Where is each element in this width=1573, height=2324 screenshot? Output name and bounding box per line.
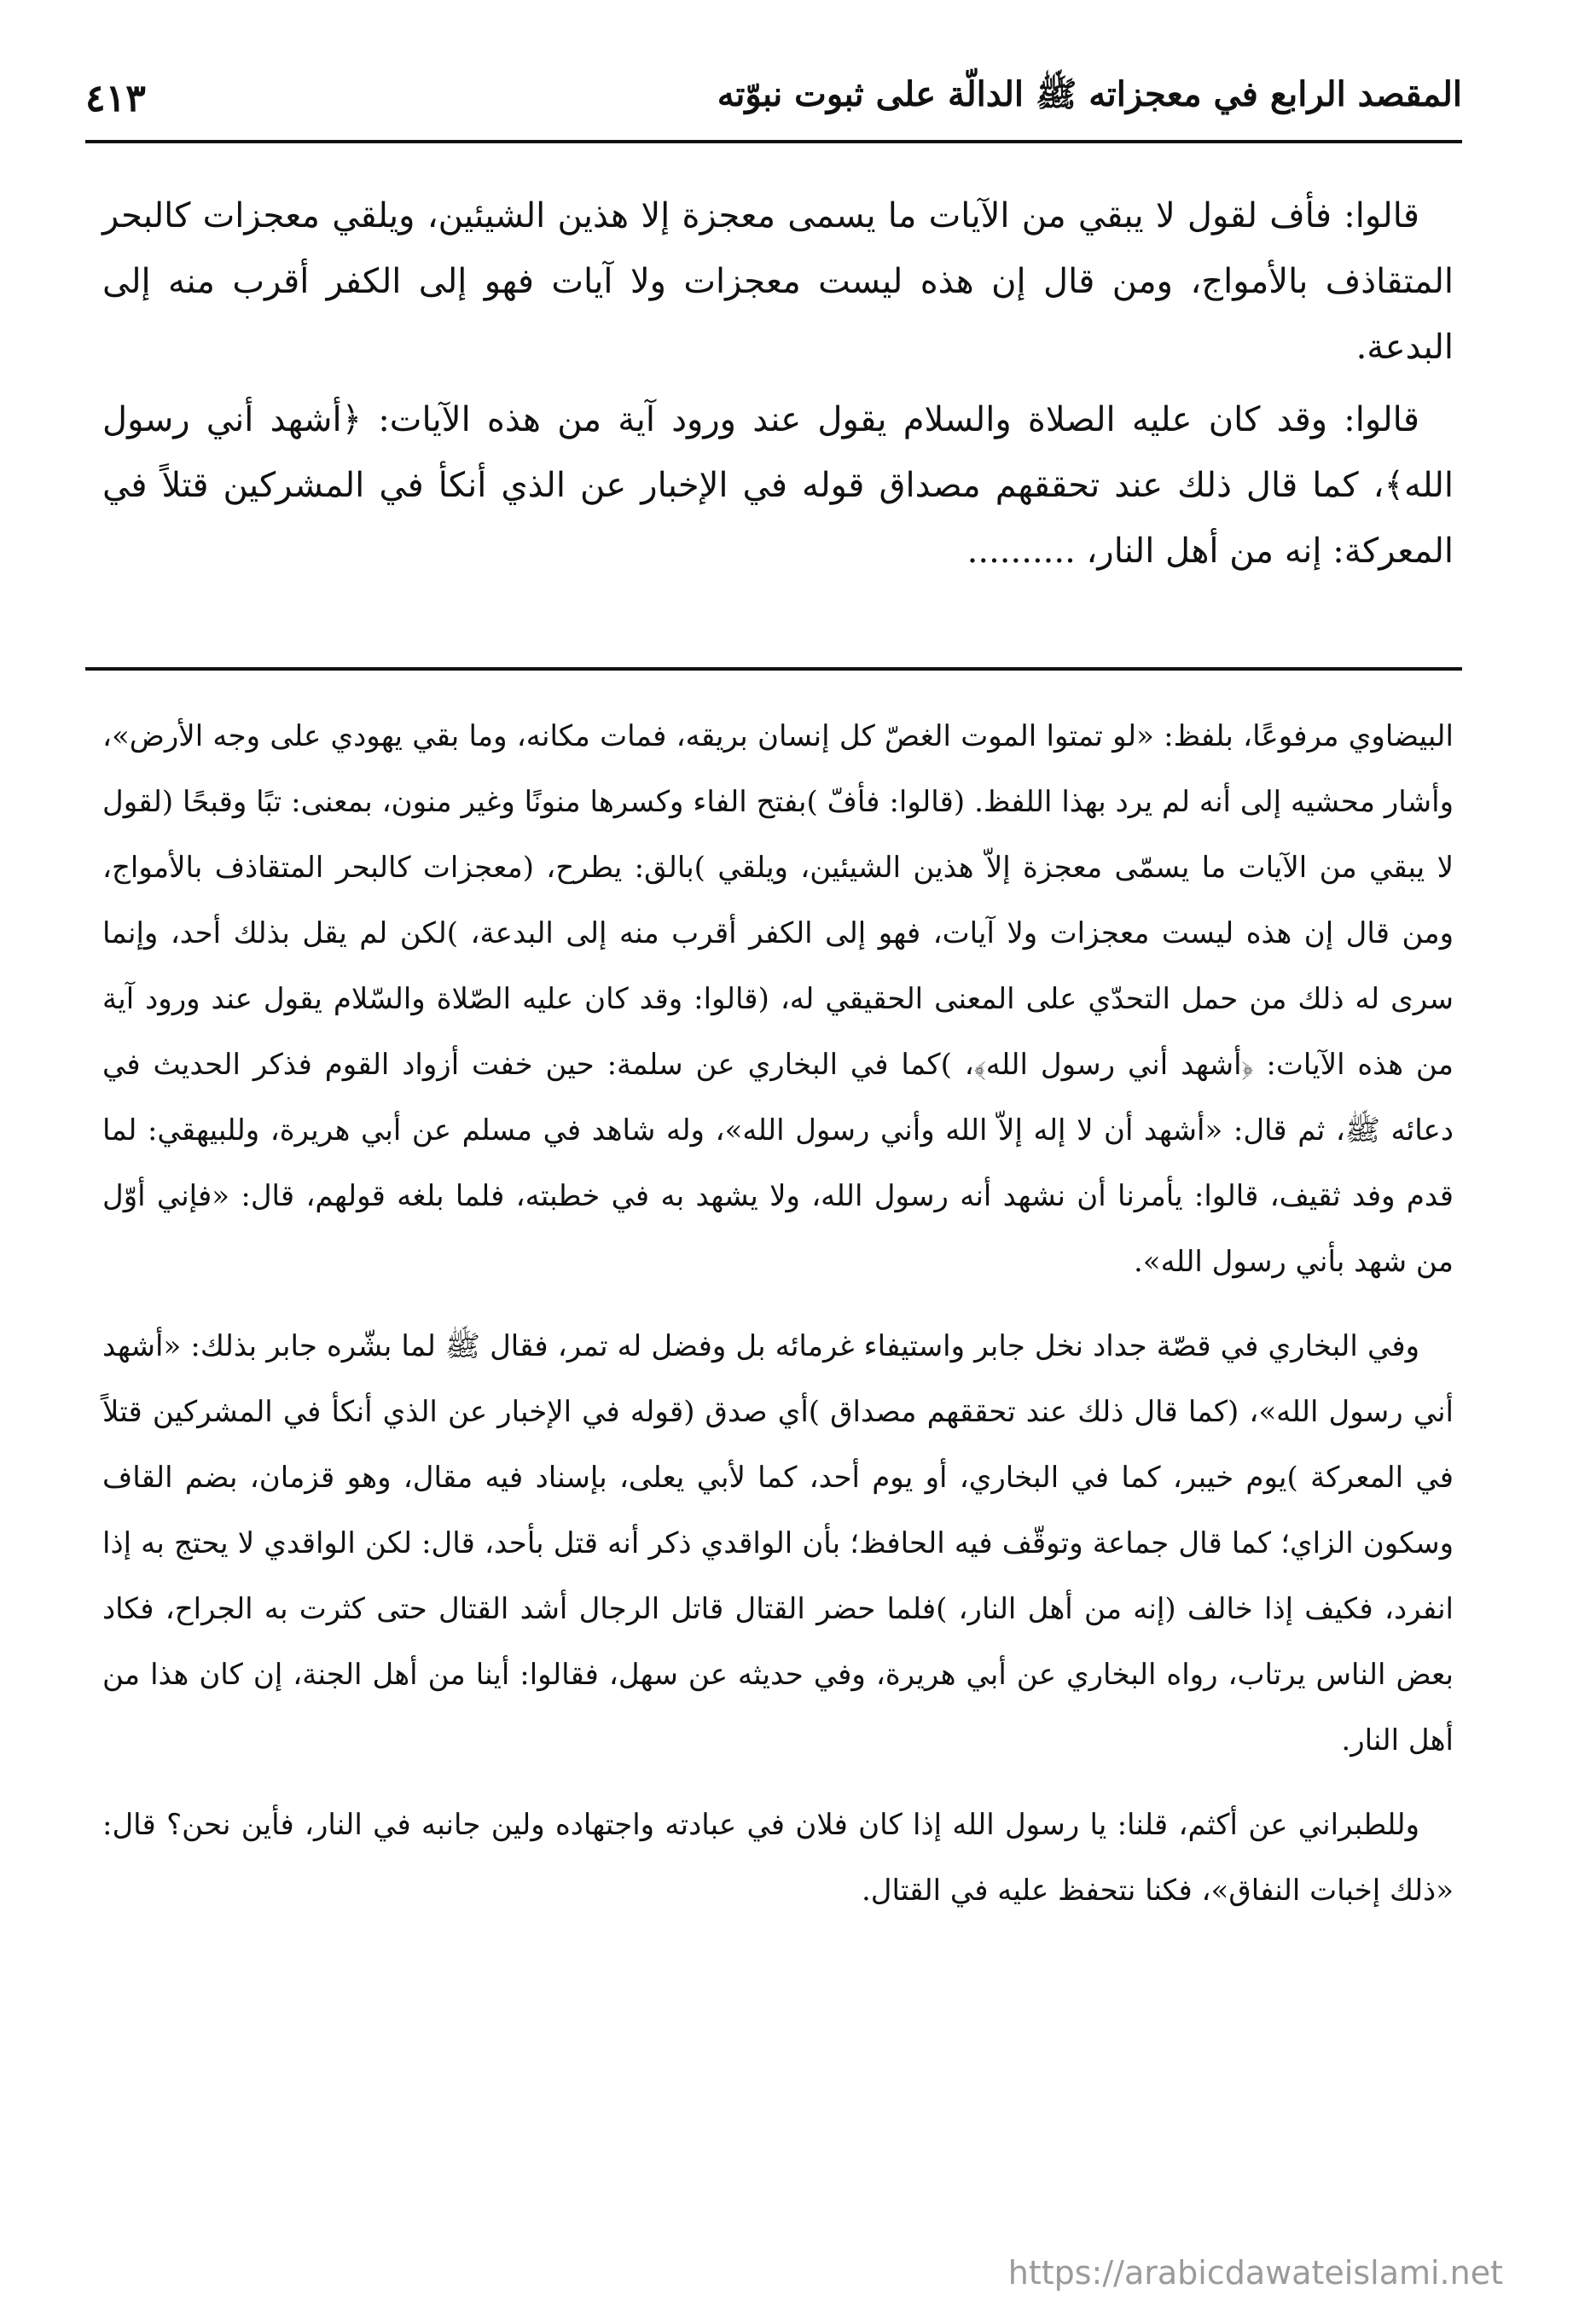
- header-rule: [85, 140, 1462, 143]
- commentary-paragraph: البيضاوي مرفوعًا، بلفظ: «لو تمتوا الموت الغصّ كل إنسان بريقه، فمات مكانه، وما بقي يهودي على وجه الأرض»، وأشار محشيه إلى أنه لم يرد بهذا اللفظ. (قالوا: فأفّ )بفتح الفاء وكسرها منونًا وغير منون، بمعنى: تبًا وقبحًا (لقول لا يبقي من الآيات ما يسمّى معجزة إلاّ هذين الشيئين، ويلقي )بالق: يطرح، (معجزات كالبحر المتقاذف بالأمواج، ومن قال إن هذه ليست معجزات ولا آيات، فهو إلى الكفر أقرب منه إلى البدعة، )لكن لم يقل بذلك أحد، وإنما سرى له ذلك من حمل التحدّي على المعنى الحقيقي له، (قالوا: وقد كان عليه الصّلاة والسّلام يقول عند ورود آية من هذه الآيات: ﴿أشهد أني رسول الله﴾، )كما في البخاري عن سلمة: حين خفت أزواد القوم فذكر الحديث في دعائه ﷺ، ثم قال: «أشهد أن لا إله إلاّ الله وأني رسول الله»، وله شاهد في مسلم عن أبي هريرة، وللبيهقي: لما قدم وفد ثقيف، قالوا: يأمرنا أن نشهد أنه رسول الله، ولا يشهد به في خطبته، فلما بلغه قولهم، قال: «فإني أوّل من شهد بأني رسول الله».: [102, 719, 1454, 1279]
- commentary-paragraph: وفي البخاري في قصّة جداد نخل جابر واستيفاء غرمائه بل وفضل له تمر، فقال ﷺ لما بشّره جابر بذلك: «أشهد أني رسول الله»، (كما قال ذلك عند تحققهم مصداق )أي صدق (قوله في الإخبار عن الذي أنكأ في المشركين قتلاً في المعركة )يوم خيبر، كما في البخاري، أو يوم أحد، كما لأبي يعلى، بإسناد فيه مقال، وهو قزمان، بضم القاف وسكون الزاي؛ كما قال جماعة وتوقّف فيه الحافظ؛ بأن الواقدي ذكر أنه قتل بأحد، قال: لكن الواقدي لا يحتج به إذا انفرد، فكيف إذا خالف (إنه من أهل النار، )فلما حضر القتال قاتل الرجال أشد القتال حتى كثرت به الجراح، فكاد بعض الناس يرتاب، رواه البخاري عن أبي هريرة، وفي حديثه عن سهل، فقالوا: أينا من أهل الجنة، إن كان هذا من أهل النار.: [102, 1329, 1454, 1758]
- main-text-block: [102, 183, 1454, 591]
- source-watermark: https://arabicdawateislami.net: [1007, 2254, 1503, 2292]
- commentary-block: [102, 704, 1454, 1943]
- section-divider: [85, 667, 1462, 671]
- page-number: ٤١٣: [85, 76, 146, 120]
- main-paragraph: قالوا: فأف لقول لا يبقي من الآيات ما يسمى معجزة إلا هذين الشيئين، ويلقي معجزات كالبحر المتقاذف بالأمواج، ومن قال إن هذه ليست معجزات ولا آيات فهو إلى الكفر أقرب منه إلى البدعة.: [102, 196, 1454, 367]
- main-paragraph: قالوا: وقد كان عليه الصلاة والسلام يقول عند ورود آية من هذه الآيات: ﴿أشهد أني رسول الله﴾، كما قال ذلك عند تحققهم مصداق قوله في الإخبار عن الذي أنكأ في المشركين قتلاً في المعركة: إنه من أهل النار، ..........: [102, 400, 1454, 571]
- commentary-paragraph: وللطبراني عن أكثم، قلنا: يا رسول الله إذا كان فلان في عبادته واجتهاده ولين جانبه في النار، فأين نحن؟ قال: «ذلك إخبات النفاق»، فكنا نتحفظ عليه في القتال.: [102, 1808, 1454, 1908]
- running-header: [85, 60, 1462, 137]
- header-title: المقصد الرابع في معجزاته ﷺ الدالّة على ثبوت نبوّته: [717, 74, 1462, 114]
